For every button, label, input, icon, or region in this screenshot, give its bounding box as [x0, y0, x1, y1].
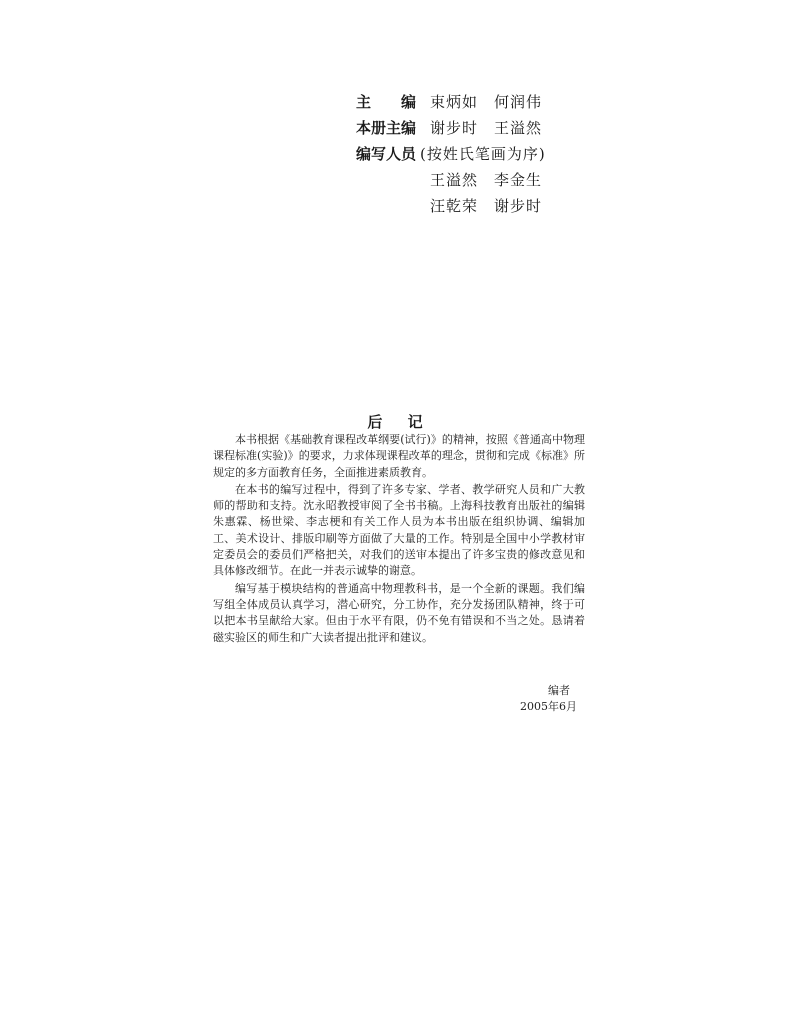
volume-editor-names: 谢步时 王溢然 [430, 119, 543, 137]
afterword-paragraph: 编写基于模块结构的普通高中物理教科书，是一个全新的课题。我们编写组全体成员认真学习，潜心研究，分工协作，充分发扬团队精神，终于可以把本书呈献给大家。但由于水平有限，仍不免有错误和不当之处。恳请着磁实验区的师生和广大读者提出批评和建议。 [213, 581, 585, 644]
chief-editor-label: 主 编 [356, 93, 417, 111]
credits-block [0, 0, 800, 260]
afterword-body [213, 432, 585, 647]
signature: 编者 [548, 684, 570, 697]
afterword-title: 后 记 [367, 413, 433, 431]
writers-note: (按姓氏笔画为序) [420, 145, 546, 163]
date: 2005年6月 [520, 700, 577, 713]
afterword-paragraph: 本书根据《基础教育课程改革纲要(试行)》的精神，按照《普通高中物理课程标准(实验)》的要求，力求体现课程改革的理念，贯彻和完成《标准》所规定的多方面教育任务，全面推进素质教育。 [213, 433, 585, 479]
afterword-paragraph: 在本书的编写过程中，得到了许多专家、学者、教学研究人员和广大教师的帮助和支持。沈永昭教授审阅了全书书稿。上海科技教育出版社的编辑朱惠霖、杨世梁、李志梗和有关工作人员为本书出版在组织协调、编辑加工、美术设计、排版印刷等方面做了大量的工作。特别是全国中小学教材审定委员会的委员们严格把关，对我们的送审本提出了许多宝贵的修改意见和具体修改细节。在此一并表示诚挚的谢意。 [213, 482, 585, 578]
chief-editor-names: 束炳如 何润伟 [430, 93, 543, 111]
volume-editor-label: 本册主编 [356, 119, 417, 137]
writers-names-2: 汪乾荣 谢步时 [430, 197, 543, 215]
writers-names-1: 王溢然 李金生 [430, 171, 543, 189]
writers-label: 编写人员 [356, 145, 417, 163]
